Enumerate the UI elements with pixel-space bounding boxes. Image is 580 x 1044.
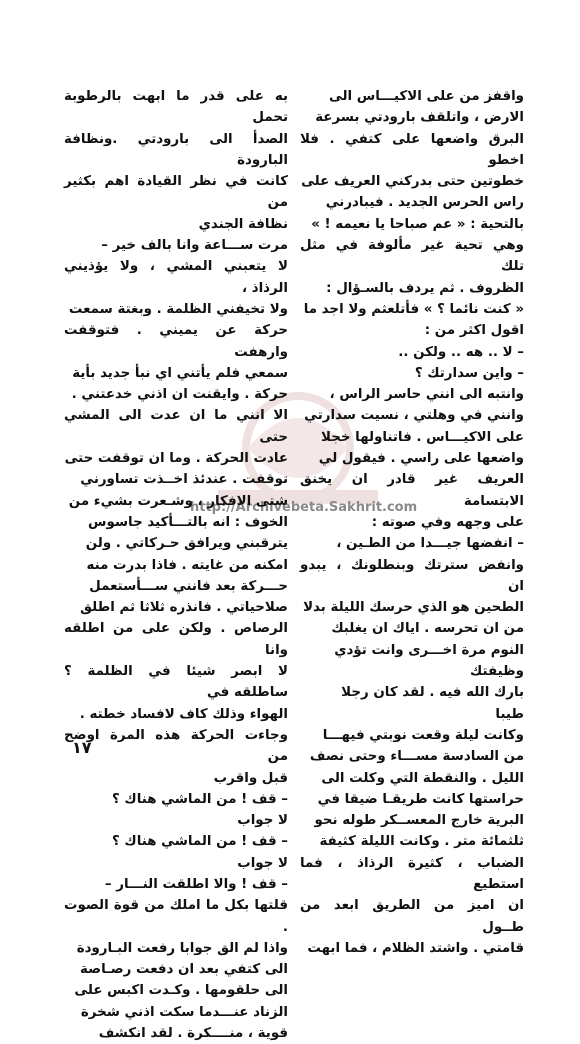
text-line: الليل . والنقطة التي وكلت الى xyxy=(321,770,524,786)
text-line: « كنت نائما ؟ » فأتلعثم ولا اجد ما xyxy=(303,301,524,317)
text-line: وانتبه الى انني حاسر الراس ، xyxy=(329,387,524,403)
text-line: من السادسة مســـاء وحتى نصف xyxy=(309,749,524,765)
text-line: بالتحية : « عم صباحا يا نعيمه ! » xyxy=(311,216,524,232)
text-line: وهي تحية غير مألوفة في مثل تلك xyxy=(300,238,524,275)
text-line: لا جواب xyxy=(237,813,288,829)
text-line: على وجهه وفي صوته : xyxy=(371,514,524,530)
text-line: من ان تحرسه . اياك ان يغلبك xyxy=(331,621,524,637)
text-line: قامتي . واشتد الظلام ، فما ابهت xyxy=(307,940,524,956)
page-number: ١٧ xyxy=(72,738,92,757)
text-line: حركة . وايقنت ان اذني خدعتني . xyxy=(71,387,288,403)
text-line: الطحين هو الذي حرسك الليلة بدلا xyxy=(303,600,524,616)
text-line: نظافة الجندي xyxy=(198,216,288,232)
text-line: ولا تخيفني الظلمة . وبغتة سمعت xyxy=(68,301,288,317)
watermark-url: http://Archivebeta.Sakhrit.com xyxy=(190,500,418,515)
text-line: واذا لم الق جوابا رفعت البـارودة xyxy=(76,940,288,956)
text-line: – قف ! والا اطلقت النـــار – xyxy=(104,876,288,892)
text-line: الهواء وذلك كاف لافساد خطته . xyxy=(79,706,288,722)
text-line: لا جواب xyxy=(237,855,288,871)
text-line: – انفضها جيـــدا من الطـين ، xyxy=(336,536,524,552)
left-column xyxy=(64,86,288,1044)
text-line: الزناد عنـــدما سكت اذني شخرة xyxy=(80,1004,288,1020)
text-line: الا انني ما ان عدت الى المشي حتى xyxy=(64,408,288,445)
text-line: مرت ســـاعة وانا بالف خير – xyxy=(101,238,288,254)
text-line: يترقبني ويرافق حـركاتي . ولن xyxy=(85,536,288,552)
text-line: خطوتين حتى بدركني العريف على xyxy=(301,174,524,190)
right-column xyxy=(300,86,524,959)
text-line: حـــركة بعد فانني ســـأستعمل xyxy=(89,578,288,594)
text-line: توقفت . عندئذ اخــذت تساورني xyxy=(80,472,288,488)
text-line: وانني في وهلتي ، نسيت سدارتي xyxy=(304,408,524,424)
text-line: – لا .. هه .. ولكن .. xyxy=(398,344,524,360)
text-line: وظيفتك xyxy=(470,664,524,680)
text-line: سمعي فلم يأتني اي نبأ جديد بأية xyxy=(72,365,288,381)
text-line: قلتها بكل ما املك من قوة الصوت . xyxy=(64,898,288,935)
text-line: صلاحياتي . فانذره ثلاثا ثم اطلق xyxy=(80,600,288,616)
text-line: لا ابصر شيئا في الظلمة ؟ ساطلقه في xyxy=(64,664,288,701)
text-line: وجاءت الحركة هذه المرة اوضح من xyxy=(64,727,288,765)
text-line: – قف ! من الماشي هناك ؟ xyxy=(112,834,288,850)
text-line: الخوف : انه بالتـــأكيد جاسوس xyxy=(88,514,288,530)
text-line: واضعها على راسي . فيقول لي xyxy=(318,451,524,467)
text-line: قوية ، منــــكرة . لقد انكشف xyxy=(98,1026,288,1042)
text-line: واقفز من على الاكيـــاس الى xyxy=(328,89,524,104)
text-line: راس الحرس الجديد . فيبادرني xyxy=(325,195,524,211)
text-line: كانت في نظر القيادة اهم بكثير من xyxy=(64,174,288,211)
text-line: الى كتفي بعد ان دفعت رصـاصة xyxy=(80,962,288,978)
text-line: الضباب ، كثيرة الرذاذ ، فما استطيع xyxy=(300,855,524,892)
text-line: عادت الحركة . وما ان توقفت حتى xyxy=(64,451,288,467)
text-line: البرية خارج المعســكر طوله نحو xyxy=(314,813,524,829)
text-line: الارض ، واتلقف بارودتي بسرعة xyxy=(315,110,524,126)
text-line: على الاكيـــاس . فاتناولها خجلا xyxy=(321,429,524,445)
text-line: اقول اكثر من : xyxy=(424,323,524,339)
text-line: شتى الافكار ، وشـعرت بشيء من xyxy=(68,493,288,509)
text-line: طيبا xyxy=(495,706,524,722)
text-line: حراستها كانت طريقـا ضيقا في xyxy=(317,791,524,807)
text-line: وكانت ليلة وقعت نوبتي فيهـــا xyxy=(322,727,524,743)
text-line: بارك الله فيه . لقد كان رجلا xyxy=(341,685,524,701)
text-line: الى حلقومها . وكـدت اكبس على xyxy=(74,983,288,999)
text-line: الصدأ الى بارودتي .ونظافة البارودة xyxy=(64,131,288,168)
text-line: ان اميز من الطريق ابعد من طــول xyxy=(300,898,524,935)
text-line: لا يتعبني المشي ، ولا يؤذيني الرذاذ ، xyxy=(64,259,288,296)
text-line: امكنه من غايته . فاذا بدرت منه xyxy=(86,557,288,573)
text-line: قبل واقرب xyxy=(213,770,288,786)
text-line: – واين سدارتك ؟ xyxy=(414,365,524,381)
text-line: النوم مرة اخـــرى وانت تؤدي xyxy=(334,642,524,658)
text-line: ثلثمائة متر . وكانت الليلة كثيفة xyxy=(319,834,524,850)
text-line: به على قدر ما ابهت بالرطوبة تحمل xyxy=(64,89,288,126)
text-line: البرق واضعها على كتفي . فلا اخطو xyxy=(300,131,524,168)
text-line: العريف غير قادر ان يخنق الابتسامة xyxy=(300,472,524,509)
text-line: حركة عن يميني . فتوقفت وارهفت xyxy=(64,323,288,360)
text-line: – قف ! من الماشي هناك ؟ xyxy=(112,791,288,807)
text-line: وانفض سترتك وبنطلونك ، يبدو ان xyxy=(300,557,524,594)
text-line: الرصاص . ولكن على من اطلقه وانا xyxy=(64,621,288,658)
text-line: الظروف . ثم يردف بالسـؤال : xyxy=(326,280,524,296)
